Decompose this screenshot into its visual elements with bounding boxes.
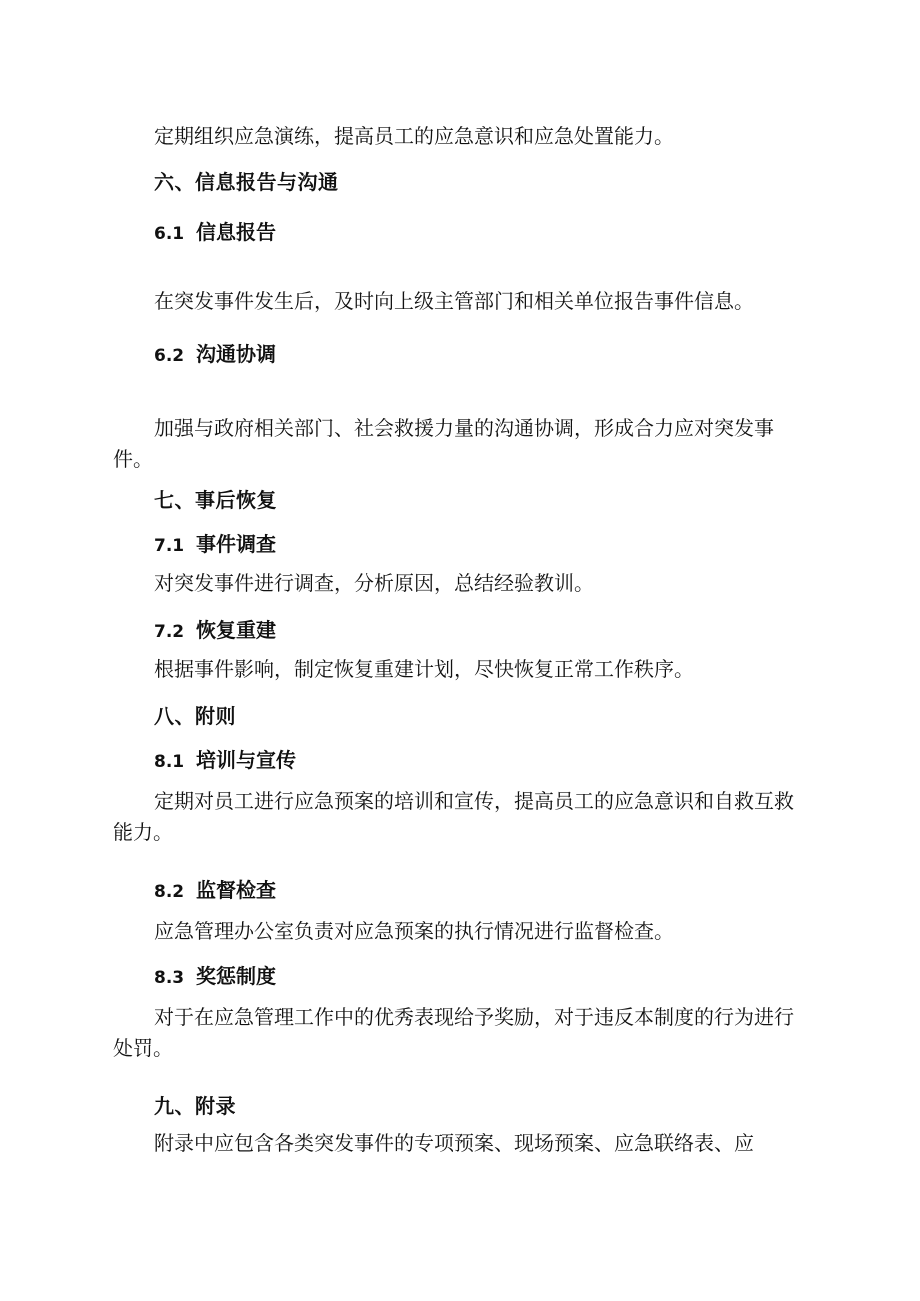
section-heading: 八、附则 [154,704,236,728]
subsection-number: 8.2 [154,882,185,902]
subsection-heading [154,338,854,367]
subsection-title: 信息报告 [196,220,276,244]
subsection-number: 7.2 [154,622,185,642]
paragraph: 应急管理办公室负责对应急预案的执行情况进行监督检查。 [154,919,674,943]
paragraph: 定期组织应急演练，提高员工的应急意识和应急处置能力。 [154,124,674,148]
subsection-number: 6.2 [154,346,185,366]
subsection-number: 7.1 [154,536,185,556]
subsection-title: 奖惩制度 [196,964,276,988]
subsection-heading [154,874,854,903]
subsection-title: 监督检查 [196,878,276,902]
subsection-title: 沟通协调 [196,342,276,366]
paragraph: 在突发事件发生后，及时向上级主管部门和相关单位报告事件信息。 [154,289,754,313]
subsection-number: 6.1 [154,224,185,244]
subsection-heading [154,614,854,643]
subsection-title: 恢复重建 [196,618,276,642]
paragraph: 根据事件影响，制定恢复重建计划，尽快恢复正常工作秩序。 [154,657,694,681]
paragraph: 加强与政府相关部门、社会救援力量的沟通协调，形成合力应对突发事件。 [113,416,774,471]
subsection-title: 培训与宣传 [196,748,296,772]
paragraph: 对突发事件进行调查，分析原因，总结经验教训。 [154,571,594,595]
subsection-heading [154,744,854,773]
section-heading: 七、事后恢复 [154,488,277,512]
paragraph: 附录中应包含各类突发事件的专项预案、现场预案、应急联络表、应 [154,1131,754,1155]
subsection-number: 8.1 [154,752,185,772]
section-heading: 九、附录 [154,1094,236,1118]
subsection-heading [154,216,854,245]
subsection-heading [154,528,854,557]
paragraph: 对于在应急管理工作中的优秀表现给予奖励，对于违反本制度的行为进行处罚。 [113,1005,794,1060]
subsection-number: 8.3 [154,968,185,988]
section-heading: 六、信息报告与沟通 [154,170,339,194]
subsection-title: 事件调查 [196,532,276,556]
subsection-heading [154,960,854,989]
paragraph: 定期对员工进行应急预案的培训和宣传，提高员工的应急意识和自救互救能力。 [113,789,794,844]
